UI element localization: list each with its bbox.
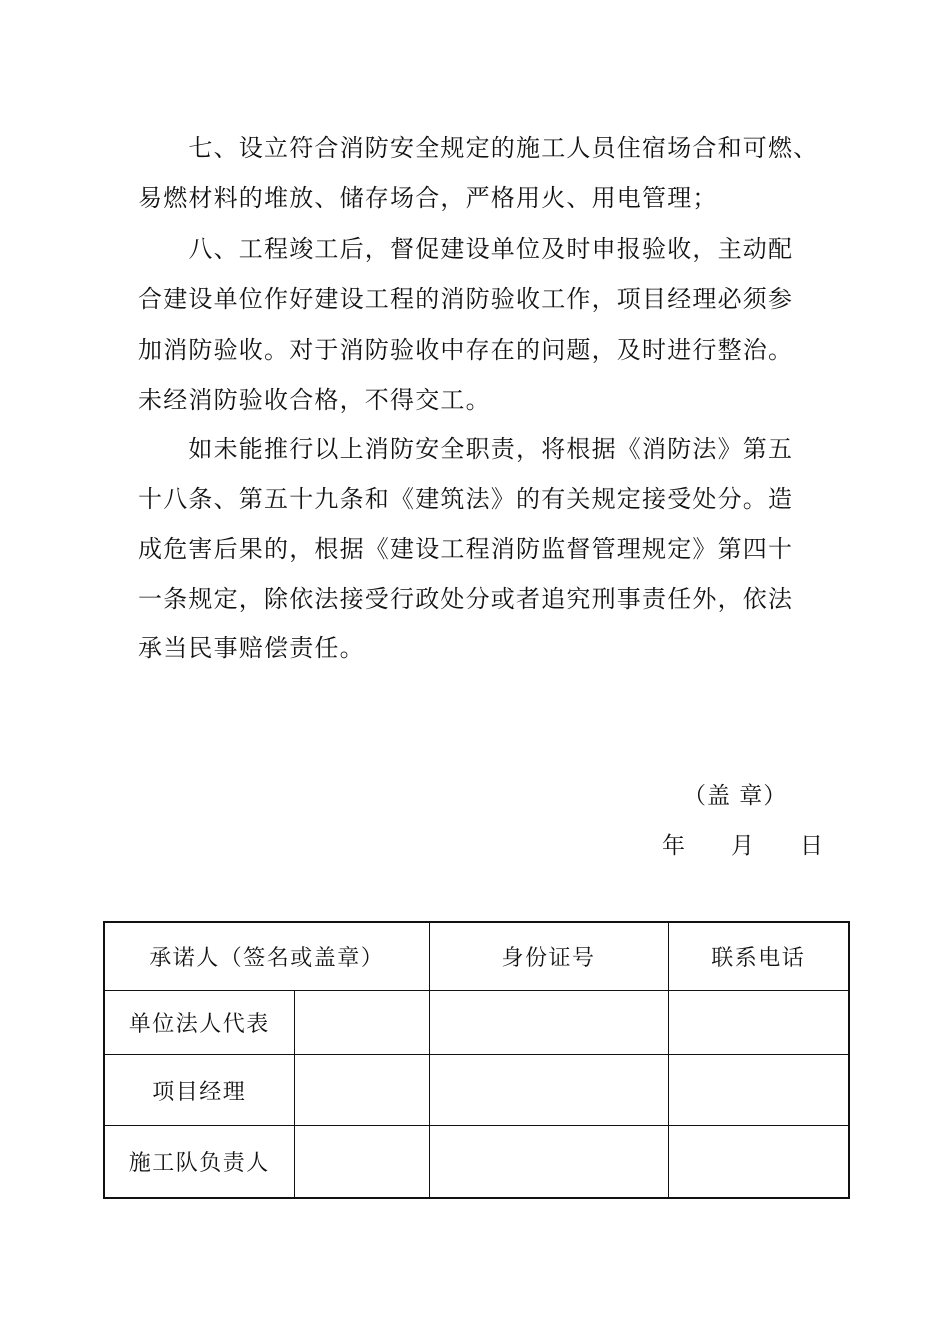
body-line: 十八条、第五十九条和《建筑法》的有关规定接受处分。造 <box>138 485 794 513</box>
phone-cell[interactable] <box>668 1126 849 1199</box>
seal-label: （盖 章） <box>683 783 788 809</box>
table-row <box>104 991 849 1055</box>
body-line: 成危害后果的，根据《建设工程消防监督管理规定》第四十 <box>138 535 794 563</box>
id-number-cell[interactable] <box>429 1126 668 1199</box>
signature-cell[interactable] <box>294 1055 429 1126</box>
id-number-cell[interactable] <box>429 1055 668 1126</box>
row-label: 项目经理 <box>104 1055 294 1126</box>
table-row <box>104 1055 849 1126</box>
row-label: 施工队负责人 <box>104 1126 294 1199</box>
body-line: 加消防验收。对于消防验收中存在的问题，及时进行整治。 <box>138 336 794 364</box>
id-number-cell[interactable] <box>429 991 668 1055</box>
header-promisor: 承诺人（签名或盖章） <box>104 922 429 991</box>
body-line: 未经消防验收合格，不得交工。 <box>138 386 491 414</box>
header-id-number: 身份证号 <box>429 922 668 991</box>
body-line: 七、设立符合消防安全规定的施工人员住宿场合和可燃、 <box>138 134 819 162</box>
body-line: 承当民事赔偿责任。 <box>138 634 365 662</box>
phone-cell[interactable] <box>668 1055 849 1126</box>
body-line: 八、工程竣工后，督促建设单位及时申报验收，主动配 <box>138 235 794 263</box>
body-line: 一条规定，除依法接受行政处分或者追究刑事责任外，依法 <box>138 585 794 613</box>
table-header-row <box>104 922 849 991</box>
table-row <box>104 1126 849 1199</box>
body-line: 易燃材料的堆放、储存场合，严格用火、用电管理； <box>138 184 718 212</box>
signature-cell[interactable] <box>294 991 429 1055</box>
signature-cell[interactable] <box>294 1126 429 1199</box>
row-label: 单位法人代表 <box>104 991 294 1055</box>
body-line: 合建设单位作好建设工程的消防验收工作，项目经理必须参 <box>138 285 794 313</box>
signature-table <box>103 921 850 1199</box>
phone-cell[interactable] <box>668 991 849 1055</box>
header-phone: 联系电话 <box>668 922 849 991</box>
date-label: 年 月 日 <box>662 833 823 859</box>
body-line: 如未能推行以上消防安全职责，将根据《消防法》第五 <box>138 435 794 463</box>
